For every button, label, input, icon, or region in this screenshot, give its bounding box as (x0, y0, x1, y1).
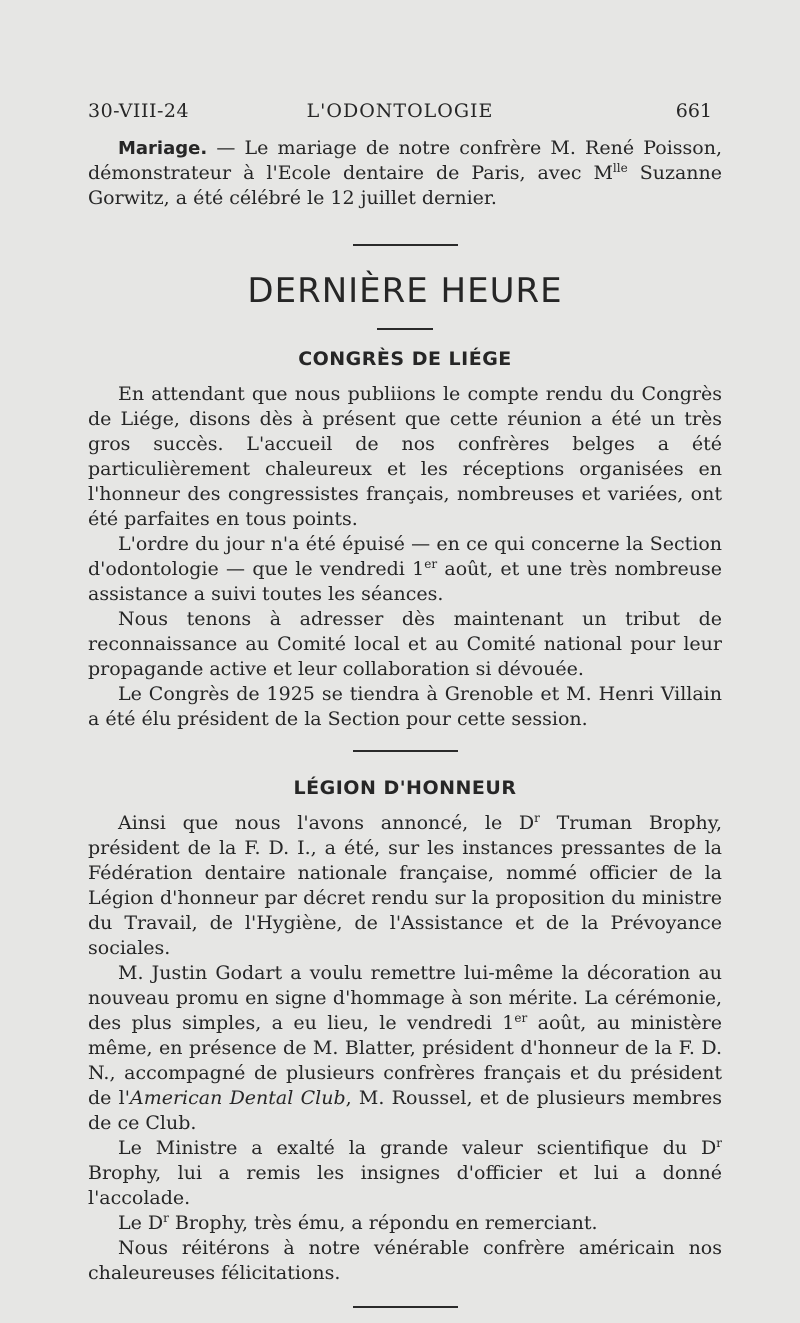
page-body (88, 136, 722, 1308)
congres-title: CONGRÈS DE LIÉGE (298, 348, 512, 370)
american-dental-club: American Dental Club (129, 1087, 346, 1109)
legion-p1-text-b: Truman Brophy, président de la F. D. I., a été, sur les instances pressantes de la Fédération dentaire nationale française, nommé officier de la Légion d'honneur par décret rendu sur la proposition du ministre du Travail, de l'Hygiène, de l'Assistance et de la Prévoyance sociales. (88, 812, 722, 959)
title-rule (377, 328, 433, 330)
congres-paragraph-3: Nous tenons à adresser dès maintenant un tribut de reconnaissance au Comité local et au Comité national pour leur propagande active et leur collaboration si dévouée. (88, 608, 722, 680)
separator-rule (353, 244, 458, 246)
legion-p2-text-a: M. Justin Godart a voulu remettre lui-même la décoration au nouveau promu en signe d'hommage à son mérite. La cérémonie, des plus simples, a eu lieu, le vendredi 1 (88, 962, 722, 1034)
legion-paragraph-5: Nous réitérons à notre vénérable confrère américain nos chaleureuses félicitations. (88, 1237, 722, 1284)
journal-title: L'ODONTOLOGIE (306, 100, 494, 122)
congres-p2-sup: er (424, 557, 438, 571)
congres-section (88, 382, 722, 732)
legion-p4-sup: r (163, 1211, 169, 1225)
legion-title: LÉGION D'HONNEUR (293, 777, 517, 799)
legion-paragraph-3 (88, 1136, 722, 1211)
separator-rule (353, 1306, 458, 1308)
legion-p3-text-a: Le Ministre a exalté la grande valeur scientifique du D (118, 1137, 717, 1159)
congres-paragraph-2 (88, 532, 722, 607)
legion-p1-sup: r (534, 811, 540, 825)
legion-paragraph-1 (88, 811, 722, 961)
legion-p4-text-a: Le D (118, 1212, 164, 1234)
mariage-sup: lle (612, 161, 628, 175)
legion-paragraph-4 (88, 1211, 722, 1236)
legion-p2-text-b: août, au ministère même, en présence de M. Blatter, président d'honneur de la F. D. N., accompagné de plusieurs confrères français et du président de l' (88, 1012, 723, 1109)
legion-paragraph-2 (88, 961, 722, 1136)
legion-p2-sup: er (514, 1011, 528, 1025)
page-number: 661 (675, 100, 712, 122)
legion-p1-text-a: Ainsi que nous l'avons annoncé, le D (118, 812, 535, 834)
legion-p2-text-c: , M. Roussel, et de plusieurs membres de ce Club. (88, 1087, 722, 1134)
congres-paragraph-1: En attendant que nous publiions le compte rendu du Congrès de Liége, disons dès à présent que cette réunion a été un très gros succès. L'accueil de nos confrères belges a été particulièrement chaleureux et les réceptions organisées en l'honneur des congressistes français, nombreuses et variées, ont été parfaites en tous points. (88, 383, 722, 530)
mariage-text-2: Suzanne Gorwitz, a été célébré le 12 juillet dernier. (88, 162, 722, 209)
separator-rule (353, 750, 458, 752)
legion-p3-sup: r (716, 1136, 722, 1150)
mariage-label: Mariage. (118, 138, 208, 159)
running-header (88, 100, 712, 126)
mariage-text-1: — Le mariage de notre confrère M. René Poisson, démonstrateur à l'Ecole dentaire de Paris, avec M (88, 137, 722, 184)
legion-p4-text-b: Brophy, très ému, a répondu en remerciant. (168, 1212, 598, 1234)
mariage-paragraph (88, 136, 722, 211)
legion-p3-text-b: Brophy, lui a remis les insignes d'officier et lui a donné l'accolade. (88, 1162, 722, 1209)
congres-paragraph-4: Le Congrès de 1925 se tiendra à Grenoble et M. Henri Villain a été élu président de la Section pour cette session. (88, 683, 722, 730)
congres-p2-text-b: août, et une très nombreuse assistance a suivi toutes les séances. (88, 558, 722, 605)
issue-date: 30-VIII-24 (88, 100, 190, 122)
legion-section (88, 811, 722, 1286)
congres-p2-text-a: L'ordre du jour n'a été épuisé — en ce qui concerne la Section d'odontologie — que le vendredi 1 (88, 533, 722, 580)
main-title: DERNIÈRE HEURE (247, 271, 563, 311)
